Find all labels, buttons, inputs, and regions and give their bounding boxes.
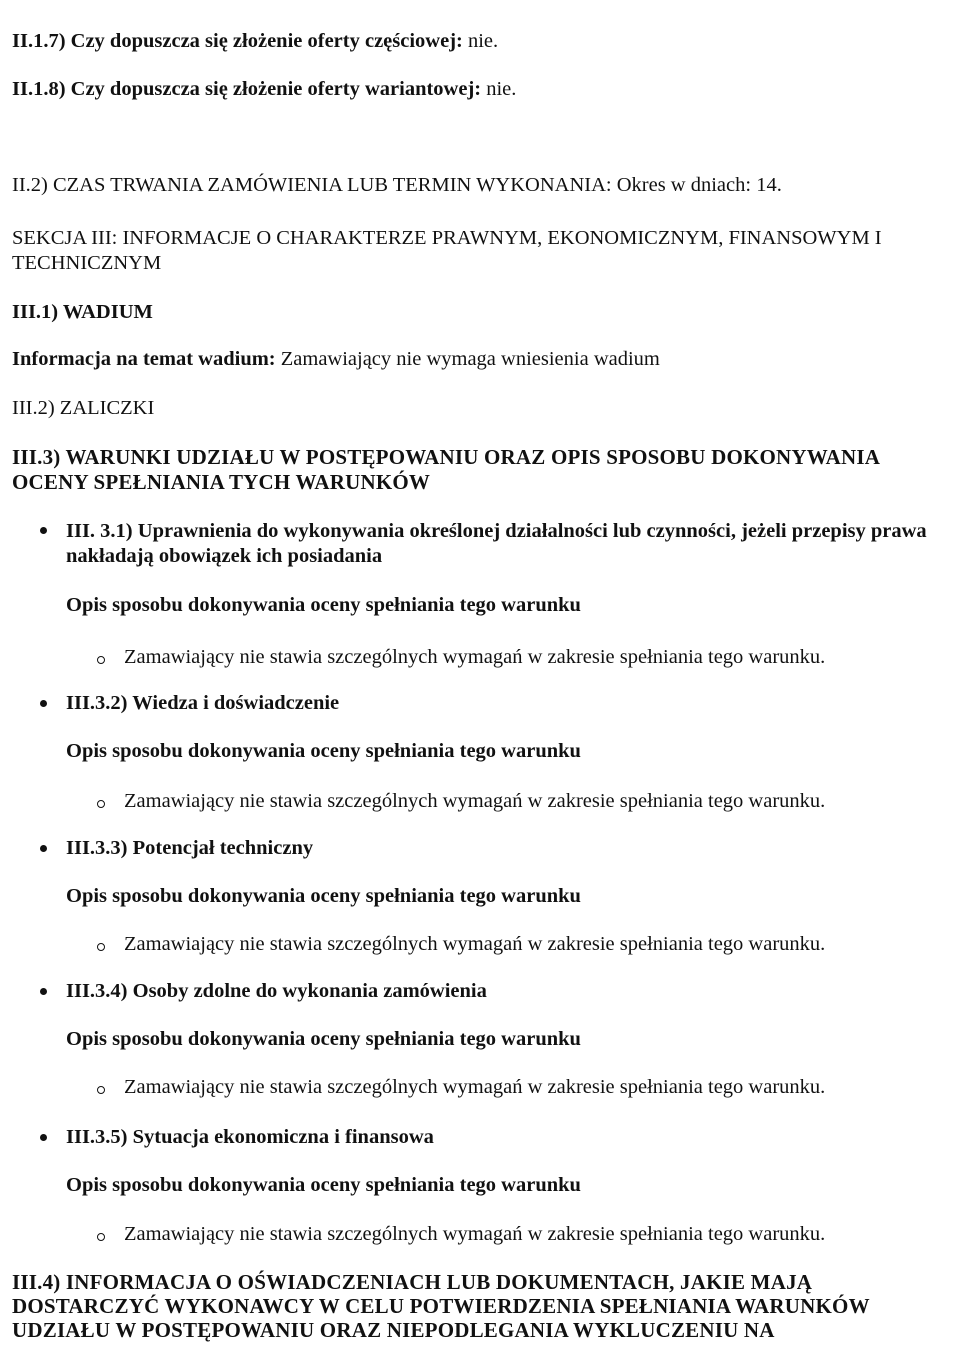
- item-label: II.1.8) Czy dopuszcza się złożenie oferty wariantowej:: [12, 78, 482, 100]
- warunki-heading: III.3) WARUNKI UDZIAŁU W POSTĘPOWANIU ORAZ OPIS SPOSOBU DOKONYWANIA OCENY SPEŁNIANIA TYCH WARUNKÓW: [12, 445, 879, 494]
- item-duration: [12, 173, 950, 198]
- sub-bullet-icon: [97, 1233, 105, 1241]
- bullet-icon: [40, 527, 47, 534]
- item-label: II.1.7) Czy dopuszcza się złożenie oferty częściowej:: [12, 30, 463, 52]
- section-title: SEKCJA III: INFORMACJE O CHARAKTERZE PRAWNYM, EKONOMICZNYM, FINANSOWYM I TECHNICZNYM: [12, 227, 882, 274]
- condition-opis: Opis sposobu dokonywania oceny spełniania tego warunku: [66, 885, 581, 907]
- sub-bullet-icon: [97, 800, 105, 808]
- condition-opis: Opis sposobu dokonywania oceny spełniania tego warunku: [66, 1174, 581, 1196]
- item-partial-offer: [12, 29, 950, 54]
- wadium-info: [12, 347, 950, 372]
- condition-title: III.3.2) Wiedza i doświadczenie: [66, 692, 340, 714]
- item-label: II.2) CZAS TRWANIA ZAMÓWIENIA LUB TERMIN WYKONANIA:: [12, 174, 612, 196]
- condition-opis: Opis sposobu dokonywania oceny spełniania tego warunku: [66, 594, 581, 616]
- item-value: nie.: [486, 78, 517, 100]
- item-variant-offer: [12, 77, 950, 102]
- condition-detail: Zamawiający nie stawia szczególnych wymagań w zakresie spełniania tego warunku.: [124, 646, 826, 668]
- bullet-icon: [40, 700, 47, 707]
- bullet-icon: [40, 845, 47, 852]
- condition-detail: Zamawiający nie stawia szczególnych wymagań w zakresie spełniania tego warunku.: [124, 790, 826, 812]
- wadium-value: Zamawiający nie wymaga wniesienia wadium: [280, 348, 660, 370]
- wadium-heading: III.1) WADIUM: [12, 301, 153, 323]
- condition-detail: Zamawiający nie stawia szczególnych wymagań w zakresie spełniania tego warunku.: [124, 933, 826, 955]
- condition-title: III.3.5) Sytuacja ekonomiczna i finansowa: [66, 1126, 434, 1148]
- condition-detail: Zamawiający nie stawia szczególnych wymagań w zakresie spełniania tego warunku.: [124, 1076, 826, 1098]
- info-heading: III.4) INFORMACJA O OŚWIADCZENIACH LUB DOKUMENTACH, JAKIE MAJĄ DOSTARCZYĆ WYKONAWCY W CELU POTWIERDZENIA SPEŁNIANIA WARUNKÓW UDZIAŁU W POSTĘPOWANIU ORAZ NIEPODLEGANIA WYKLUCZENIU NA: [12, 1270, 870, 1342]
- condition-detail: Zamawiający nie stawia szczególnych wymagań w zakresie spełniania tego warunku.: [124, 1223, 826, 1245]
- zaliczki-heading: III.2) ZALICZKI: [12, 397, 155, 419]
- condition-title: III.3.3) Potencjał techniczny: [66, 837, 314, 859]
- item-value: nie.: [467, 30, 499, 52]
- sub-bullet-icon: [97, 656, 105, 664]
- sub-bullet-icon: [97, 943, 105, 951]
- sub-bullet-icon: [97, 1086, 105, 1094]
- item-value: Okres w dniach: 14.: [616, 174, 782, 196]
- wadium-label: Informacja na temat wadium:: [12, 348, 276, 370]
- condition-title: III. 3.1) Uprawnienia do wykonywania określonej działalności lub czynności, jeżeli przepisy prawa nakładają obowiązek ich posiadania: [66, 520, 927, 567]
- condition-title: III.3.4) Osoby zdolne do wykonania zamówienia: [66, 980, 487, 1002]
- condition-opis: Opis sposobu dokonywania oceny spełniania tego warunku: [66, 740, 581, 762]
- bullet-icon: [40, 988, 47, 995]
- condition-opis: Opis sposobu dokonywania oceny spełniania tego warunku: [66, 1028, 581, 1050]
- bullet-icon: [40, 1134, 47, 1141]
